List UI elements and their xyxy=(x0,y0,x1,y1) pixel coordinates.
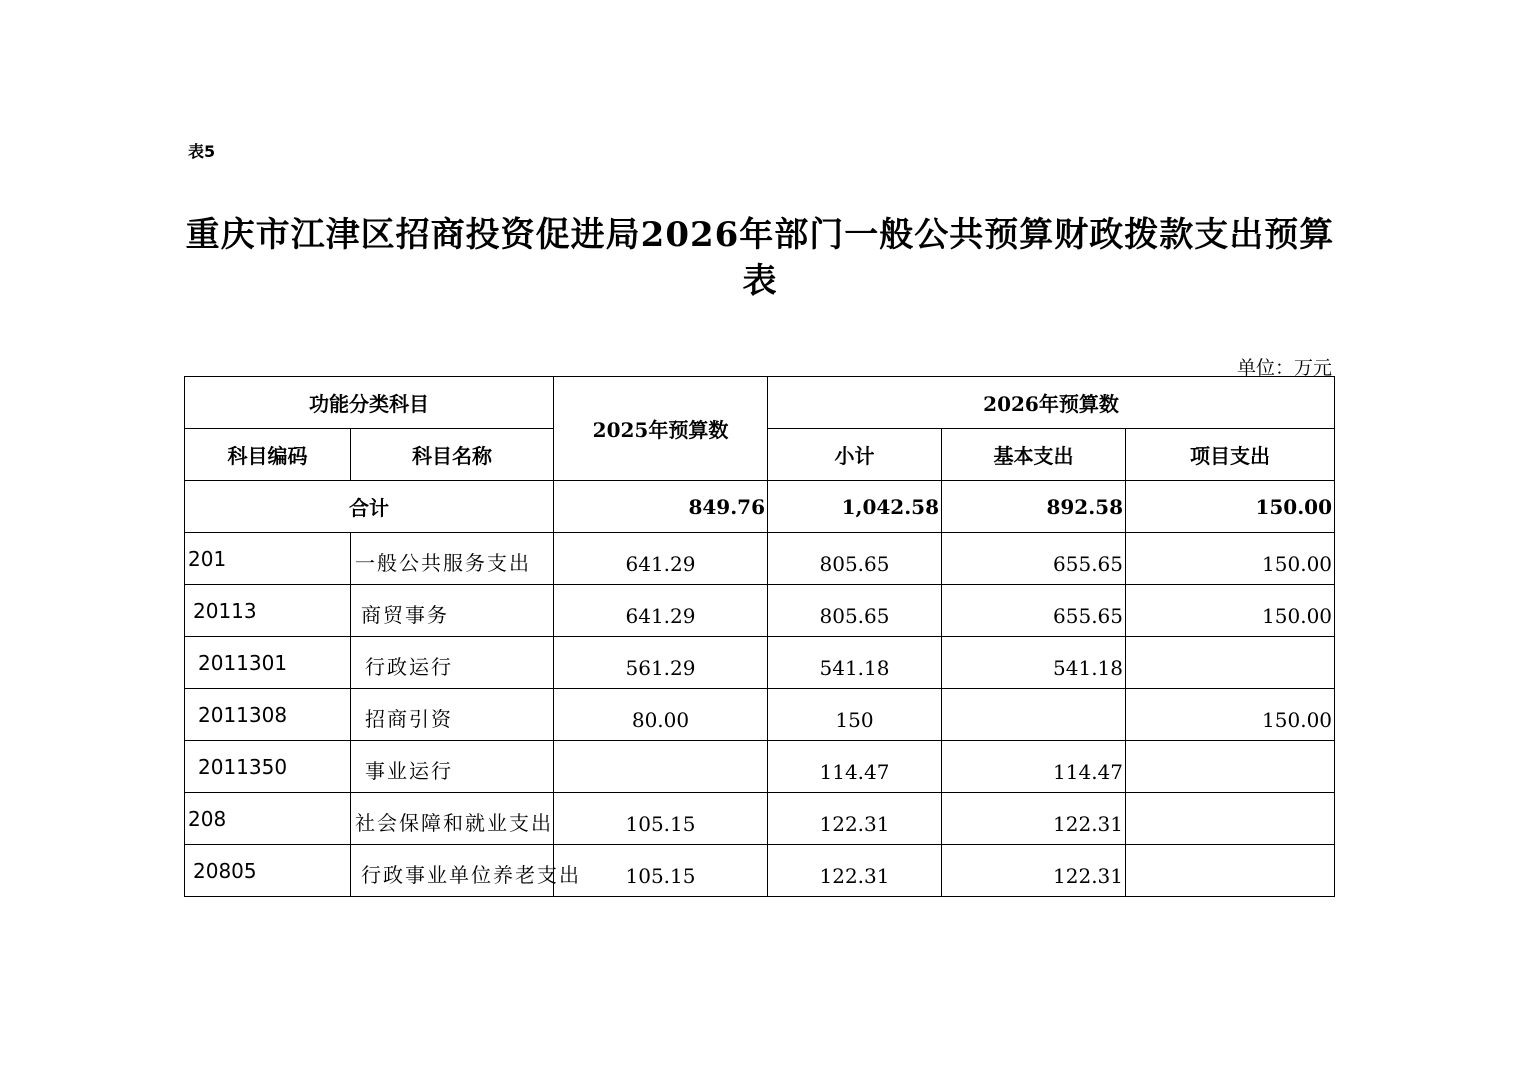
header-budget-2025: 2025年预算数 xyxy=(554,377,768,481)
row-subtotal: 150 xyxy=(768,689,942,741)
row-code: 201 xyxy=(185,533,351,585)
row-project: 150.00 xyxy=(1126,689,1335,741)
header-code: 科目编码 xyxy=(185,429,351,481)
page-title: 重庆市江津区招商投资促进局2026年部门一般公共预算财政拨款支出预算表 xyxy=(185,215,1335,301)
row-code: 2011301 xyxy=(185,637,351,689)
row-project: 150.00 xyxy=(1126,533,1335,585)
row-budget-2025 xyxy=(554,741,768,793)
row-subtotal: 114.47 xyxy=(768,741,942,793)
budget-table xyxy=(184,376,1335,897)
row-code: 20805 xyxy=(185,845,351,897)
header-project: 项目支出 xyxy=(1126,429,1335,481)
row-basic: 122.31 xyxy=(942,793,1126,845)
table-row xyxy=(185,689,1335,741)
header-row-1 xyxy=(185,377,1335,429)
row-budget-2025: 80.00 xyxy=(554,689,768,741)
row-code: 2011350 xyxy=(185,741,351,793)
row-name: 行政事业单位养老支出 xyxy=(351,845,554,897)
row-budget-2025: 641.29 xyxy=(554,533,768,585)
row-budget-2025: 561.29 xyxy=(554,637,768,689)
row-subtotal: 805.65 xyxy=(768,533,942,585)
header-budget-2026: 2026年预算数 xyxy=(768,377,1335,429)
row-subtotal: 805.65 xyxy=(768,585,942,637)
table-row xyxy=(185,533,1335,585)
table-row xyxy=(185,585,1335,637)
row-budget-2025: 641.29 xyxy=(554,585,768,637)
row-project xyxy=(1126,741,1335,793)
row-name: 商贸事务 xyxy=(351,585,554,637)
row-code: 20113 xyxy=(185,585,351,637)
row-project xyxy=(1126,793,1335,845)
row-name: 社会保障和就业支出 xyxy=(351,793,554,845)
row-basic: 655.65 xyxy=(942,533,1126,585)
row-project xyxy=(1126,845,1335,897)
row-code: 208 xyxy=(185,793,351,845)
row-budget-2025: 105.15 xyxy=(554,793,768,845)
unit-label: 单位：万元 xyxy=(1236,357,1332,379)
table-number: 表5 xyxy=(188,142,216,161)
row-basic: 114.47 xyxy=(942,741,1126,793)
header-subtotal: 小计 xyxy=(768,429,942,481)
row-name: 事业运行 xyxy=(351,741,554,793)
header-basic: 基本支出 xyxy=(942,429,1126,481)
row-basic: 655.65 xyxy=(942,585,1126,637)
row-name: 行政运行 xyxy=(351,637,554,689)
row-subtotal: 541.18 xyxy=(768,637,942,689)
row-basic: 541.18 xyxy=(942,637,1126,689)
row-name: 一般公共服务支出 xyxy=(351,533,554,585)
total-project: 150.00 xyxy=(1126,481,1335,533)
table-row xyxy=(185,637,1335,689)
row-budget-2025: 105.15 xyxy=(554,845,768,897)
row-name: 招商引资 xyxy=(351,689,554,741)
table-row xyxy=(185,845,1335,897)
total-budget-2025: 849.76 xyxy=(554,481,768,533)
header-func-class: 功能分类科目 xyxy=(185,377,554,429)
total-subtotal: 1,042.58 xyxy=(768,481,942,533)
total-label: 合计 xyxy=(185,481,554,533)
row-project: 150.00 xyxy=(1126,585,1335,637)
table-row xyxy=(185,741,1335,793)
row-code: 2011308 xyxy=(185,689,351,741)
header-name: 科目名称 xyxy=(351,429,554,481)
row-subtotal: 122.31 xyxy=(768,845,942,897)
row-basic: 122.31 xyxy=(942,845,1126,897)
row-subtotal: 122.31 xyxy=(768,793,942,845)
row-basic xyxy=(942,689,1126,741)
row-project xyxy=(1126,637,1335,689)
table-row xyxy=(185,793,1335,845)
total-row xyxy=(185,481,1335,533)
total-basic: 892.58 xyxy=(942,481,1126,533)
